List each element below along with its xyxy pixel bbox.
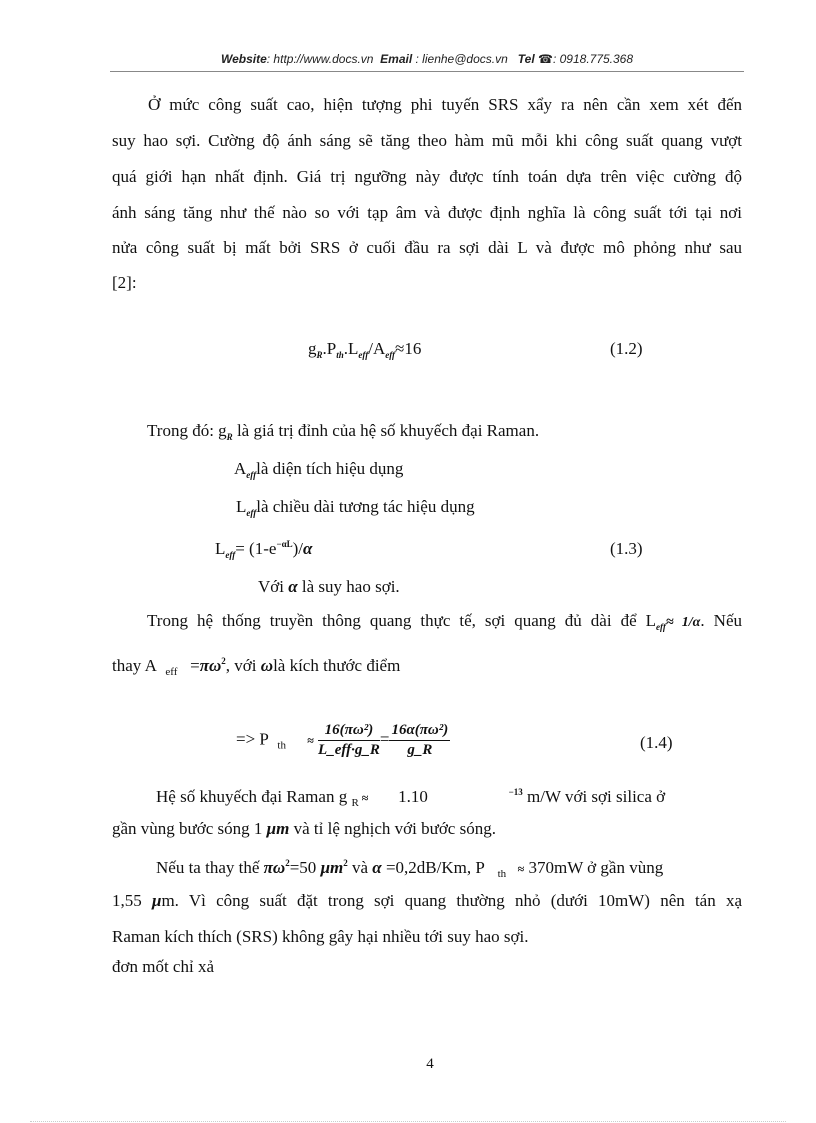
- footer-rule: [30, 1121, 786, 1122]
- para4-line2: 1,55 μm. Vì công suất đặt trong sợi quang thường nhỏ (dưới 10mW) nên tán xạ: [112, 891, 743, 910]
- equation-1-4-number: (1.4): [640, 733, 673, 752]
- para1-line5: nửa công suất bị mất bởi SRS ở cuối đầu ra sợi dài L và được mô phỏng như sau: [112, 238, 742, 257]
- equation-1-2: $g_R.P_{th}.L_{eff}/A_{eff}\approx 16$: [308, 339, 422, 360]
- para3-line1: Hệ số khuyếch đại Raman g $_R$ ≈ 1.10 $^{-13}$ m/W với sợi silica ở: [156, 787, 666, 809]
- where-line-l: $L_{eff}là$ chiều dài tương tác hiệu dụng: [236, 497, 475, 518]
- fraction-1: $\frac{\text{16(πω²)}}{\text{L\_eff·g\_R}}$: [318, 722, 380, 758]
- para1-line6: [2]:: [112, 273, 137, 292]
- para2-line1: Trong hệ thống truyền thông quang thực tế, sợi quang đủ dài để $L_{eff}\approx 1/\alpha$. Nếu: [147, 611, 742, 632]
- trailing-line: đơn mốt chỉ xả: [112, 957, 214, 976]
- para1-line4: ánh sáng tăng như thế nào so với tạp âm và được định nghĩa là công suất tới tại nơi: [112, 203, 742, 222]
- para1-line1: Ở mức công suất cao, hiện tượng phi tuyến SRS xẩy ra nên cần xem xét đến: [148, 95, 742, 114]
- para4-line3: Raman kích thích (SRS) không gây hại nhiều tới suy hao sợi.: [112, 927, 529, 946]
- tel-label: Tel ☎: [517, 52, 553, 66]
- page-header: [110, 52, 744, 66]
- website-label: Website: [220, 52, 267, 66]
- tel-value: : 0918.775.368: [552, 52, 634, 66]
- para2-line2: thay A $_{eff} =\pi\omega^2$, với ωlà kích thước điểm: [112, 656, 401, 678]
- equation-1-2-number: (1.2): [610, 339, 643, 358]
- equation-1-3-number: (1.3): [610, 539, 643, 558]
- where-line-g: Trong đó: $g_R$ là giá trị đỉnh của hệ số khuyếch đại Raman.: [147, 421, 540, 442]
- fraction-2: $\frac{\text{16α(πω²)}}{g\_R}$: [391, 722, 449, 758]
- para3-line2: gần vùng bước sóng 1 μm và tỉ lệ nghịch với bước sóng.: [112, 819, 496, 838]
- page-number: 4: [426, 1056, 434, 1072]
- email-value: : lienhe@docs.vn: [415, 52, 508, 66]
- para4-line1: Nếu ta thay thế $\pi\omega^2=50$ $\mu m^2$ và α =0,2dB/Km, P $_{th}$ ≈ 370mW ở gần vùng: [156, 858, 664, 880]
- with-alpha-line: Với α là suy hao sợi.: [258, 577, 400, 596]
- equation-1-3: $L_{eff}= (1-e^{-\alpha L})/\alpha$: [215, 539, 313, 560]
- header-rule: [110, 71, 744, 72]
- email-label: Email: [380, 52, 413, 66]
- para1-line2: suy hao sợi. Cường độ ánh sáng sẽ tăng theo hàm mũ mỗi khi công suất quang vượt: [112, 131, 742, 150]
- website-value: : http://www.docs.vn: [266, 52, 374, 66]
- para1-line3: quá giới hạn nhất định. Giá trị ngưỡng này được tính toán dựa trên việc cường độ: [112, 167, 742, 186]
- equation-1-4: => P $_{th}$ ≈ $\frac{\text{16(πω²)}}{\text{L\_eff·g\_R}}$ = $\frac{\text{16α(πω²)}}{g\_R}$: [236, 722, 449, 758]
- where-line-a: $A_{eff}là$ diện tích hiệu dụng: [234, 459, 404, 480]
